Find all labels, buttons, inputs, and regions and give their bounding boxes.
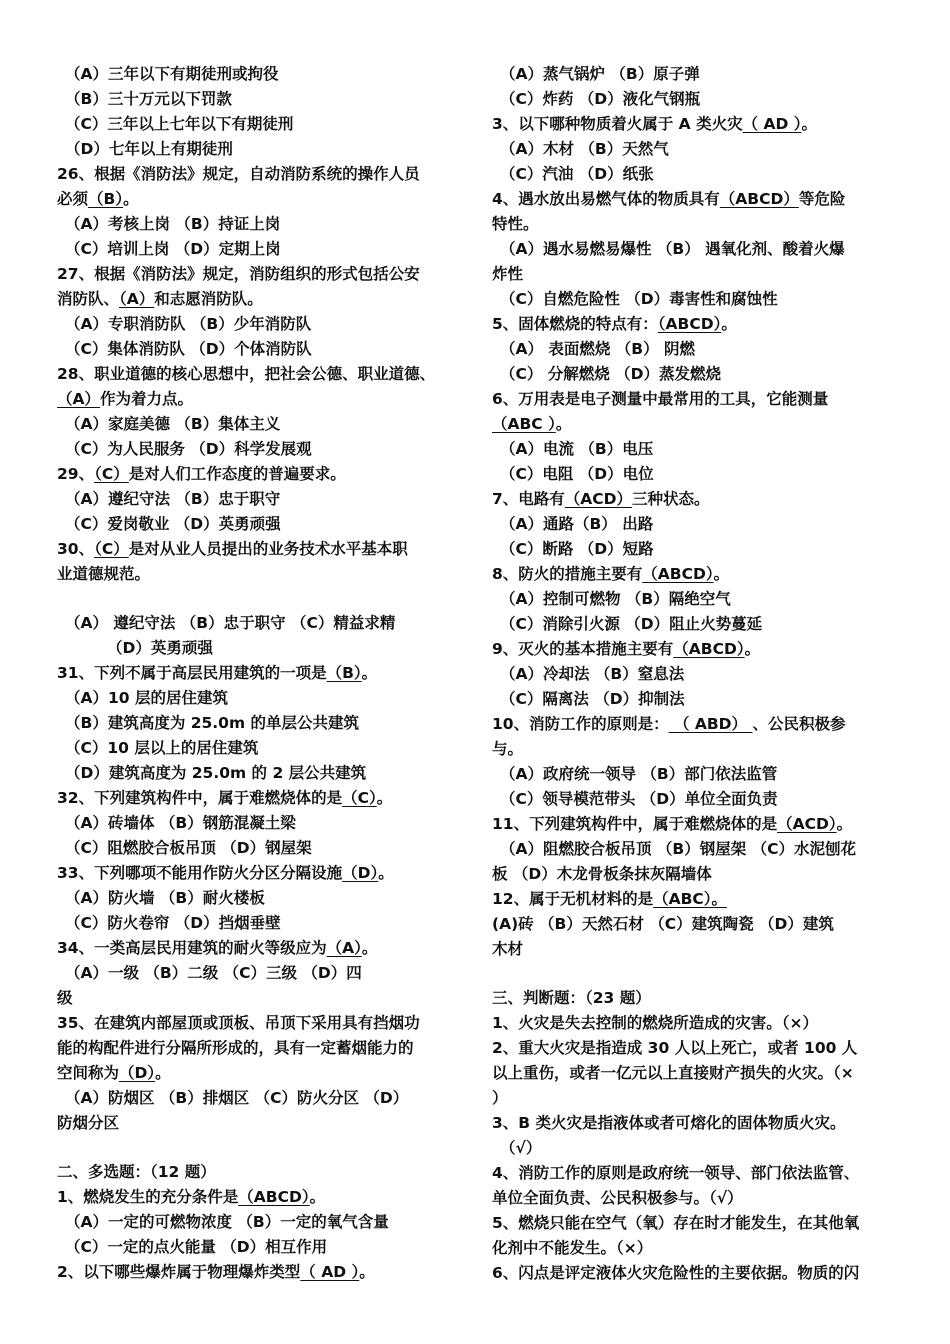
text-line: （A）三年以下有期徒刑或拘役 xyxy=(65,65,279,83)
text-line: （A）通路（B） 出路 xyxy=(500,515,654,533)
question-text-tail: 是对人们工作态度的普遍要求。 xyxy=(128,465,346,483)
answer-blank: （B） xyxy=(326,664,362,682)
text-line: （C）爱岗敬业 （D）英勇顽强 xyxy=(65,515,281,533)
text-line: 板 （D）木龙骨板条抹灰隔墙体 xyxy=(492,865,712,883)
question-text-tail: 和志愿消防队。 xyxy=(154,290,263,308)
text-line: （C）为人民服务 （D）科学发展观 xyxy=(65,440,312,458)
text-line: 木材 xyxy=(492,940,524,958)
question-text-tail: 。 xyxy=(801,115,817,133)
question-text: 必须 xyxy=(57,190,89,208)
question-text-tail: 三种状态。 xyxy=(632,490,710,508)
question-text: 11、下列建筑构件中，属于难燃烧体的是 xyxy=(492,815,778,833)
text-line xyxy=(492,712,894,737)
question-text-tail: 。 xyxy=(376,789,393,807)
text-line: （C）电阻 （D）电位 xyxy=(500,465,654,483)
question-text: 34、一类高层民用建筑的耐火等级应为 xyxy=(57,939,327,957)
answer-blank: （ABCD） xyxy=(719,190,799,208)
answer-blank: （A） xyxy=(57,390,100,408)
text-line: （A）考核上岗 （B）持证上岗 xyxy=(65,215,281,233)
text-line xyxy=(492,487,894,512)
answer-blank: （ABCD） xyxy=(673,640,745,658)
text-line xyxy=(57,861,462,886)
text-line: （D）建筑高度为 25.0m 的 2 层公共建筑 xyxy=(65,764,367,782)
text-line: （A）砖墙体 （B）钢筋混凝土梁 xyxy=(65,814,296,832)
question-text: 5、固体燃烧的特点有： xyxy=(492,315,658,333)
text-line: 炸性 xyxy=(492,265,524,283)
blank-line xyxy=(492,962,894,986)
answer-blank: （C） xyxy=(94,465,129,483)
question-text: 8、防火的措施主要有 xyxy=(492,565,643,583)
text-line: 5、燃烧只能在空气（氧）存在时才能发生，在其他氧 xyxy=(492,1214,860,1232)
answer-blank: （C） xyxy=(94,540,129,558)
text-line: 6、闪点是评定液体火灾危险性的主要依据。物质的闪 xyxy=(492,1264,860,1282)
text-line: （A）防烟区 （B）排烟区 （C）防火分区 （D） xyxy=(65,1089,409,1107)
question-text: 7、电路有 xyxy=(492,490,565,508)
question-text-tail: 。 xyxy=(155,1064,171,1082)
text-line xyxy=(57,187,462,212)
question-text-tail: 。 xyxy=(378,864,394,882)
question-text-tail: 是对从业人员提出的业务技术水平基本职 xyxy=(128,540,408,558)
question-text-tail: 。 xyxy=(359,1263,375,1281)
answer-blank: （ACD） xyxy=(564,490,633,508)
question-text: 4、遇水放出易燃气体的物质具有 xyxy=(492,190,720,208)
question-text-tail: 。 xyxy=(555,415,572,433)
blank-line xyxy=(57,1136,462,1160)
text-line: （C）消除引火源 （D）阻止火势蔓延 xyxy=(500,615,763,633)
text-line: （A） 遵纪守法 （B）忠于职守 （C）精益求精 xyxy=(65,614,396,632)
text-line: 化剂中不能发生。（×） xyxy=(492,1239,653,1257)
text-line: 级 xyxy=(57,989,73,1007)
question-text: 10、消防工作的原则是： xyxy=(492,715,669,733)
text-line: （C）集体消防队 （D）个体消防队 xyxy=(65,340,312,358)
answer-blank: （C） xyxy=(342,789,377,807)
text-line: （A）10 层的居住建筑 xyxy=(65,689,228,707)
text-line: （A）木材 （B）天然气 xyxy=(500,140,669,158)
text-line: （A）遇水易燃易爆性 （B） 遇氧化剂、酸着火爆 xyxy=(500,240,845,258)
text-line: （A）电流 （B）电压 xyxy=(500,440,654,458)
text-line: （A） 表面燃烧 （B） 阴燃 xyxy=(500,340,695,358)
text-line: 4、消防工作的原则是政府统一领导、部门依法监管、 xyxy=(492,1164,860,1182)
question-text-tail: 、公民积极参 xyxy=(752,715,846,733)
text-line: 防烟分区 xyxy=(57,1114,120,1132)
text-line: （B）建筑高度为 25.0m 的单层公共建筑 xyxy=(65,714,360,732)
text-line: （C）领导模范带头 （D）单位全面负责 xyxy=(500,790,778,808)
text-line xyxy=(57,661,462,686)
text-line: 26、根据《消防法》规定，自动消防系统的操作人员 xyxy=(57,165,420,183)
text-line: （C）防火卷帘 （D）挡烟垂壁 xyxy=(65,914,281,932)
text-line xyxy=(492,412,894,437)
answer-blank: （A） xyxy=(119,290,155,308)
text-line: ） xyxy=(492,1089,508,1107)
text-line: 6、万用表是电子测量中最常用的工具，它能测量 xyxy=(492,390,829,408)
text-line: （A）阻燃胶合板吊顶 （B）钢屋架 （C）水泥刨花 xyxy=(500,840,856,858)
text-line xyxy=(492,562,894,587)
text-line: （A）政府统一领导 （B）部门依法监管 xyxy=(500,765,778,783)
text-line: 3、B 类火灾是指液体或者可熔化的固体物质火灾。 xyxy=(492,1114,846,1132)
answer-blank: （ACD） xyxy=(777,815,837,833)
text-line: （A）家庭美德 （B）集体主义 xyxy=(65,415,281,433)
text-line: （C）自燃危险性 （D）毒害性和腐蚀性 xyxy=(500,290,778,308)
question-text: 1、燃烧发生的充分条件是 xyxy=(57,1188,239,1206)
text-line: 2、重大火灾是指造成 30 人以上死亡，或者 100 人 xyxy=(492,1039,858,1057)
text-line: 与。 xyxy=(492,740,524,758)
text-line: （C）培训上岗 （D）定期上岗 xyxy=(65,240,281,258)
question-text-tail: 等危险 xyxy=(798,190,846,208)
question-text-tail: 。 xyxy=(836,815,853,833)
text-line: （C）三年以上七年以下有期徒刑 xyxy=(65,115,294,133)
text-line: （C）10 层以上的居住建筑 xyxy=(65,739,259,757)
text-line xyxy=(57,462,462,487)
text-line xyxy=(492,887,894,912)
answer-blank: （ ABD） xyxy=(668,715,753,733)
answer-blank: （A） xyxy=(326,939,362,957)
question-text-tail: 。 xyxy=(361,939,378,957)
text-line: 28、职业道德的核心思想中，把社会公德、职业道德、 xyxy=(57,365,436,383)
text-line: （A）专职消防队 （B）少年消防队 xyxy=(65,315,312,333)
question-text-tail: 。 xyxy=(744,640,761,658)
text-line: （A）冷却法 （B）窒息法 xyxy=(500,665,685,683)
question-text: 消防队、 xyxy=(57,290,120,308)
text-line: （B）三十万元以下罚款 xyxy=(65,90,232,108)
text-line: （√） xyxy=(500,1139,542,1157)
text-line: （A）防火墙 （B）耐火楼板 xyxy=(65,889,265,907)
text-line: 单位全面负责、公民积极参与。（√） xyxy=(492,1189,743,1207)
text-line xyxy=(57,387,462,412)
text-line: 27、根据《消防法》规定，消防组织的形式包括公安 xyxy=(57,265,420,283)
text-line: 35、在建筑内部屋顶或顶板、吊顶下采用具有挡烟功 xyxy=(57,1014,420,1032)
text-line xyxy=(57,1185,462,1210)
blank-line xyxy=(57,587,462,611)
text-line: （C）一定的点火能量 （D）相互作用 xyxy=(65,1238,328,1256)
question-text-tail: 。 xyxy=(721,315,737,333)
text-line xyxy=(57,537,462,562)
left-column xyxy=(57,62,462,1285)
text-line: （C）炸药 （D）液化气钢瓶 xyxy=(500,90,701,108)
answer-blank: （B） xyxy=(88,190,124,208)
answer-blank: （ABCD） xyxy=(657,315,722,333)
answer-blank: （ABC ） xyxy=(492,415,556,433)
answer-blank: （ABC）。 xyxy=(653,890,728,908)
question-text-tail: 。 xyxy=(361,664,378,682)
answer-blank: （ AD ） xyxy=(300,1263,360,1281)
question-text-tail: 。 xyxy=(309,1188,326,1206)
answer-blank: （ AD ） xyxy=(742,115,802,133)
question-text-tail: 。 xyxy=(123,190,139,208)
text-line: （C） 分解燃烧 （D）蒸发燃烧 xyxy=(500,365,722,383)
question-text: 空间称为 xyxy=(57,1064,120,1082)
text-line: （A）控制可燃物 （B）隔绝空气 xyxy=(500,590,731,608)
text-line: （A）一定的可燃物浓度 （B）一定的氧气含量 xyxy=(65,1213,389,1231)
question-text: 30、 xyxy=(57,540,95,558)
text-line: （D）七年以上有期徒刑 xyxy=(65,140,233,158)
text-line xyxy=(492,112,894,137)
text-line xyxy=(57,287,462,312)
text-line: （C）断路 （D）短路 xyxy=(500,540,654,558)
text-line xyxy=(492,312,894,337)
text-line: （A）遵纪守法 （B）忠于职守 xyxy=(65,490,281,508)
answer-blank: （ABCD） xyxy=(238,1188,310,1206)
text-line: 三、判断题：（23 题） xyxy=(492,989,651,1007)
text-line: 二、多选题：（12 题） xyxy=(57,1163,216,1181)
text-line: （C）阻燃胶合板吊顶 （D）钢屋架 xyxy=(65,839,312,857)
text-line: （D）英勇顽强 xyxy=(107,639,213,657)
answer-blank: （D） xyxy=(342,864,379,882)
text-line: （A）蒸气锅炉 （B）原子弹 xyxy=(500,65,700,83)
text-line: （C）汽油 （D）纸张 xyxy=(500,165,654,183)
text-line xyxy=(57,936,462,961)
text-line xyxy=(57,1260,462,1285)
question-text: 3、以下哪种物质着火属于 A 类火灾 xyxy=(492,115,743,133)
question-text: 29、 xyxy=(57,465,95,483)
question-text: 31、下列不属于高层民用建筑的一项是 xyxy=(57,664,327,682)
text-line: （A）一级 （B）二级 （C）三级 （D）四 xyxy=(65,964,362,982)
answer-blank: （ABCD） xyxy=(642,565,714,583)
question-text-tail: 作为着力点。 xyxy=(100,390,194,408)
text-line xyxy=(57,1061,462,1086)
text-line xyxy=(492,187,894,212)
text-line: 1、火灾是失去控制的燃烧所造成的灾害。（×） xyxy=(492,1014,819,1032)
text-line xyxy=(57,786,462,811)
question-text: 32、下列建筑构件中，属于难燃烧体的是 xyxy=(57,789,343,807)
text-line: 业道德规范。 xyxy=(57,565,151,583)
question-text: 2、以下哪些爆炸属于物理爆炸类型 xyxy=(57,1263,301,1281)
right-column xyxy=(492,62,894,1286)
question-text: 9、灭火的基本措施主要有 xyxy=(492,640,674,658)
text-line xyxy=(492,812,894,837)
text-line: （C）隔离法 （D）抑制法 xyxy=(500,690,685,708)
text-line: 特性。 xyxy=(492,215,539,233)
answer-blank: （D） xyxy=(119,1064,156,1082)
text-line: (A)砖 （B）天然石材 （C）建筑陶瓷 （D）建筑 xyxy=(492,915,834,933)
question-text: 33、下列哪项不能用作防火分区分隔设施 xyxy=(57,864,343,882)
question-text-tail: 。 xyxy=(713,565,730,583)
text-line: 以上重伤，或者一亿元以上直接财产损失的火灾。（× xyxy=(492,1064,854,1082)
question-text: 12、属于无机材料的是 xyxy=(492,890,654,908)
text-line xyxy=(492,637,894,662)
text-line: 能的构配件进行分隔所形成的，具有一定蓄烟能力的 xyxy=(57,1039,414,1057)
